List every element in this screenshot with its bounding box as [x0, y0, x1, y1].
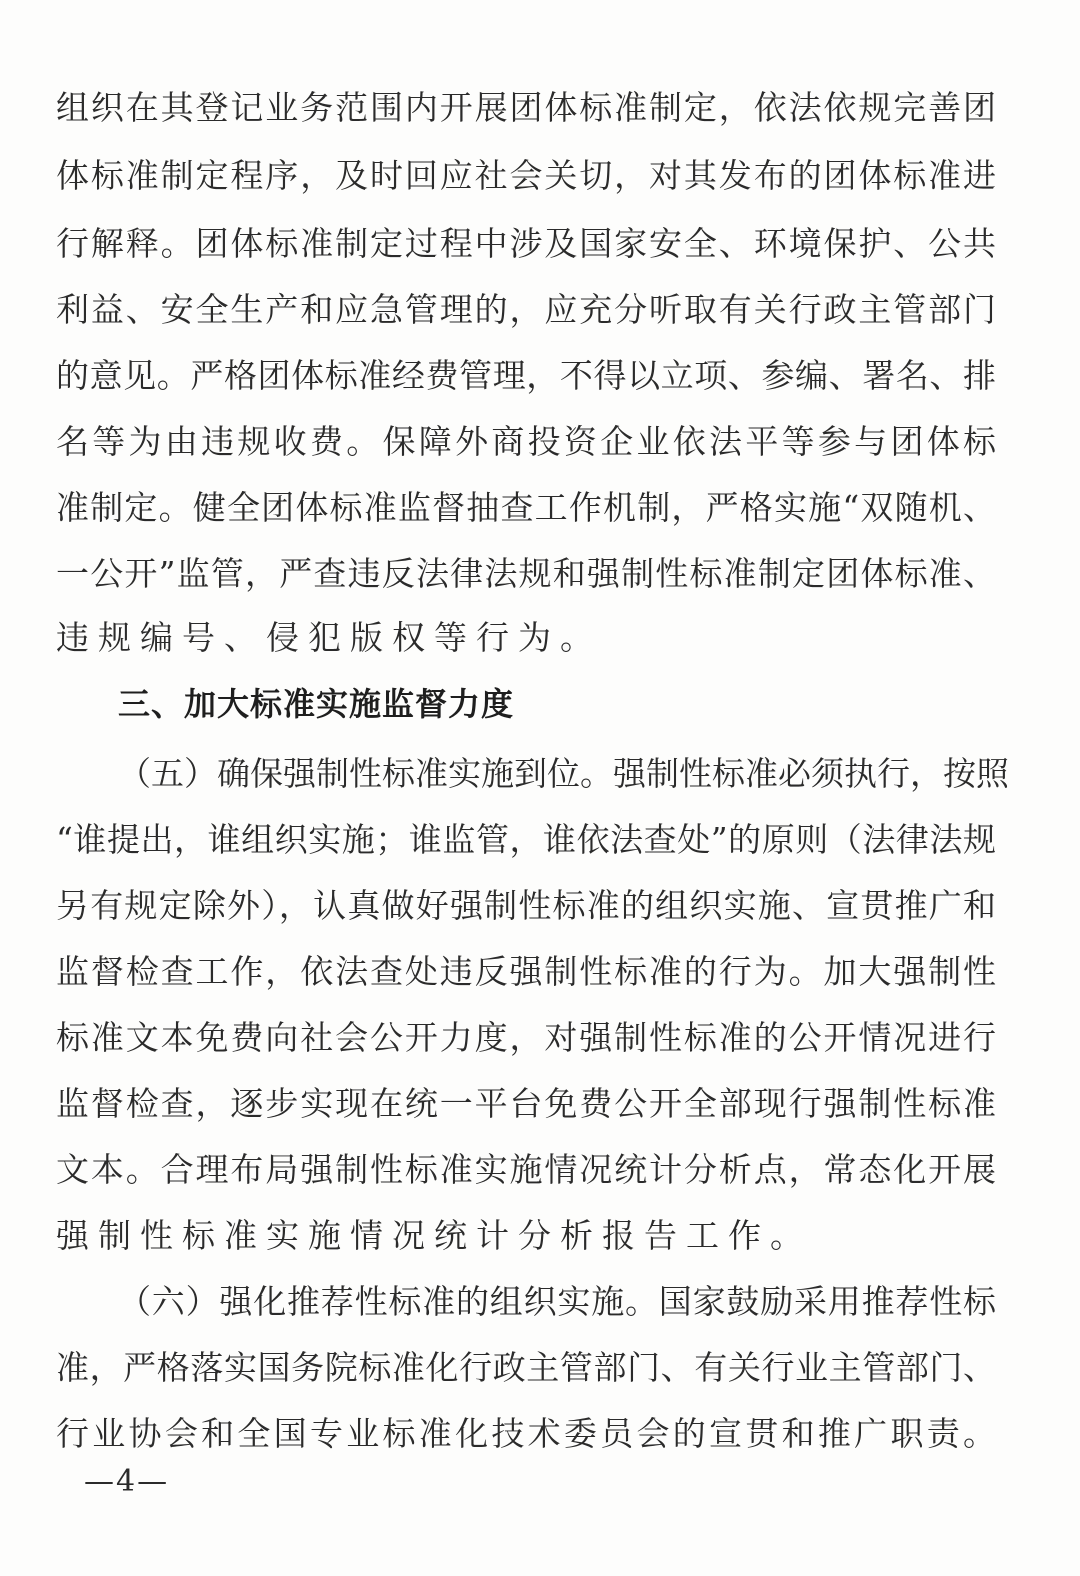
paragraph-line: 监督检查工作，依法查处违反强制性标准的行为。加大强制性: [56, 952, 996, 991]
paragraph-line: （六）强化推荐性标准的组织实施。国家鼓励采用推荐性标: [118, 1282, 996, 1321]
paragraph-line: 文本。合理布局强制性标准实施情况统计分析点，常态化开展: [56, 1150, 996, 1189]
paragraph-line: 名等为由违规收费。保障外商投资企业依法平等参与团体标: [56, 422, 996, 461]
paragraph-line: 利益、安全生产和应急管理的，应充分听取有关行政主管部门: [56, 290, 996, 329]
paragraph-line: 行业协会和全国专业标准化技术委员会的宣贯和推广职责。: [56, 1414, 996, 1453]
page-number: —4—: [84, 1464, 170, 1499]
paragraph-line: 行解释。团体标准制定过程中涉及国家安全、环境保护、公共: [56, 224, 996, 263]
paragraph-line: 准，严格落实国务院标准化行政主管部门、有关行业主管部门、: [56, 1348, 996, 1387]
paragraph-line: 违规编号、侵犯版权等行为。: [56, 618, 602, 657]
paragraph-line: 标准文本免费向社会公开力度，对强制性标准的公开情况进行: [56, 1018, 996, 1057]
paragraph-line: （五）确保强制性标准实施到位。强制性标准必须执行，按照: [118, 754, 1009, 793]
paragraph-line: 的意见。严格团体标准经费管理，不得以立项、参编、署名、排: [56, 356, 996, 395]
paragraph-line: 准制定。健全团体标准监督抽查工作机制，严格实施“双随机、: [56, 488, 996, 527]
section-heading: 三、加大标准实施监督力度: [118, 685, 515, 723]
paragraph-line: 组织在其登记业务范围内开展团体标准制定，依法依规完善团: [56, 88, 996, 127]
paragraph-line: 另有规定除外），认真做好强制性标准的组织实施、宣贯推广和: [56, 886, 996, 925]
paragraph-line: 体标准制定程序，及时回应社会关切，对其发布的团体标准进: [56, 156, 996, 195]
paragraph-line: 一公开”监管，严查违反法律法规和强制性标准制定团体标准、: [56, 554, 996, 593]
paragraph-line: 监督检查，逐步实现在统一平台免费公开全部现行强制性标准: [56, 1084, 996, 1123]
paragraph-line: 强制性标准实施情况统计分析报告工作。: [56, 1216, 812, 1255]
paragraph-line: “谁提出，谁组织实施；谁监管，谁依法查处”的原则（法律法规: [56, 820, 996, 859]
